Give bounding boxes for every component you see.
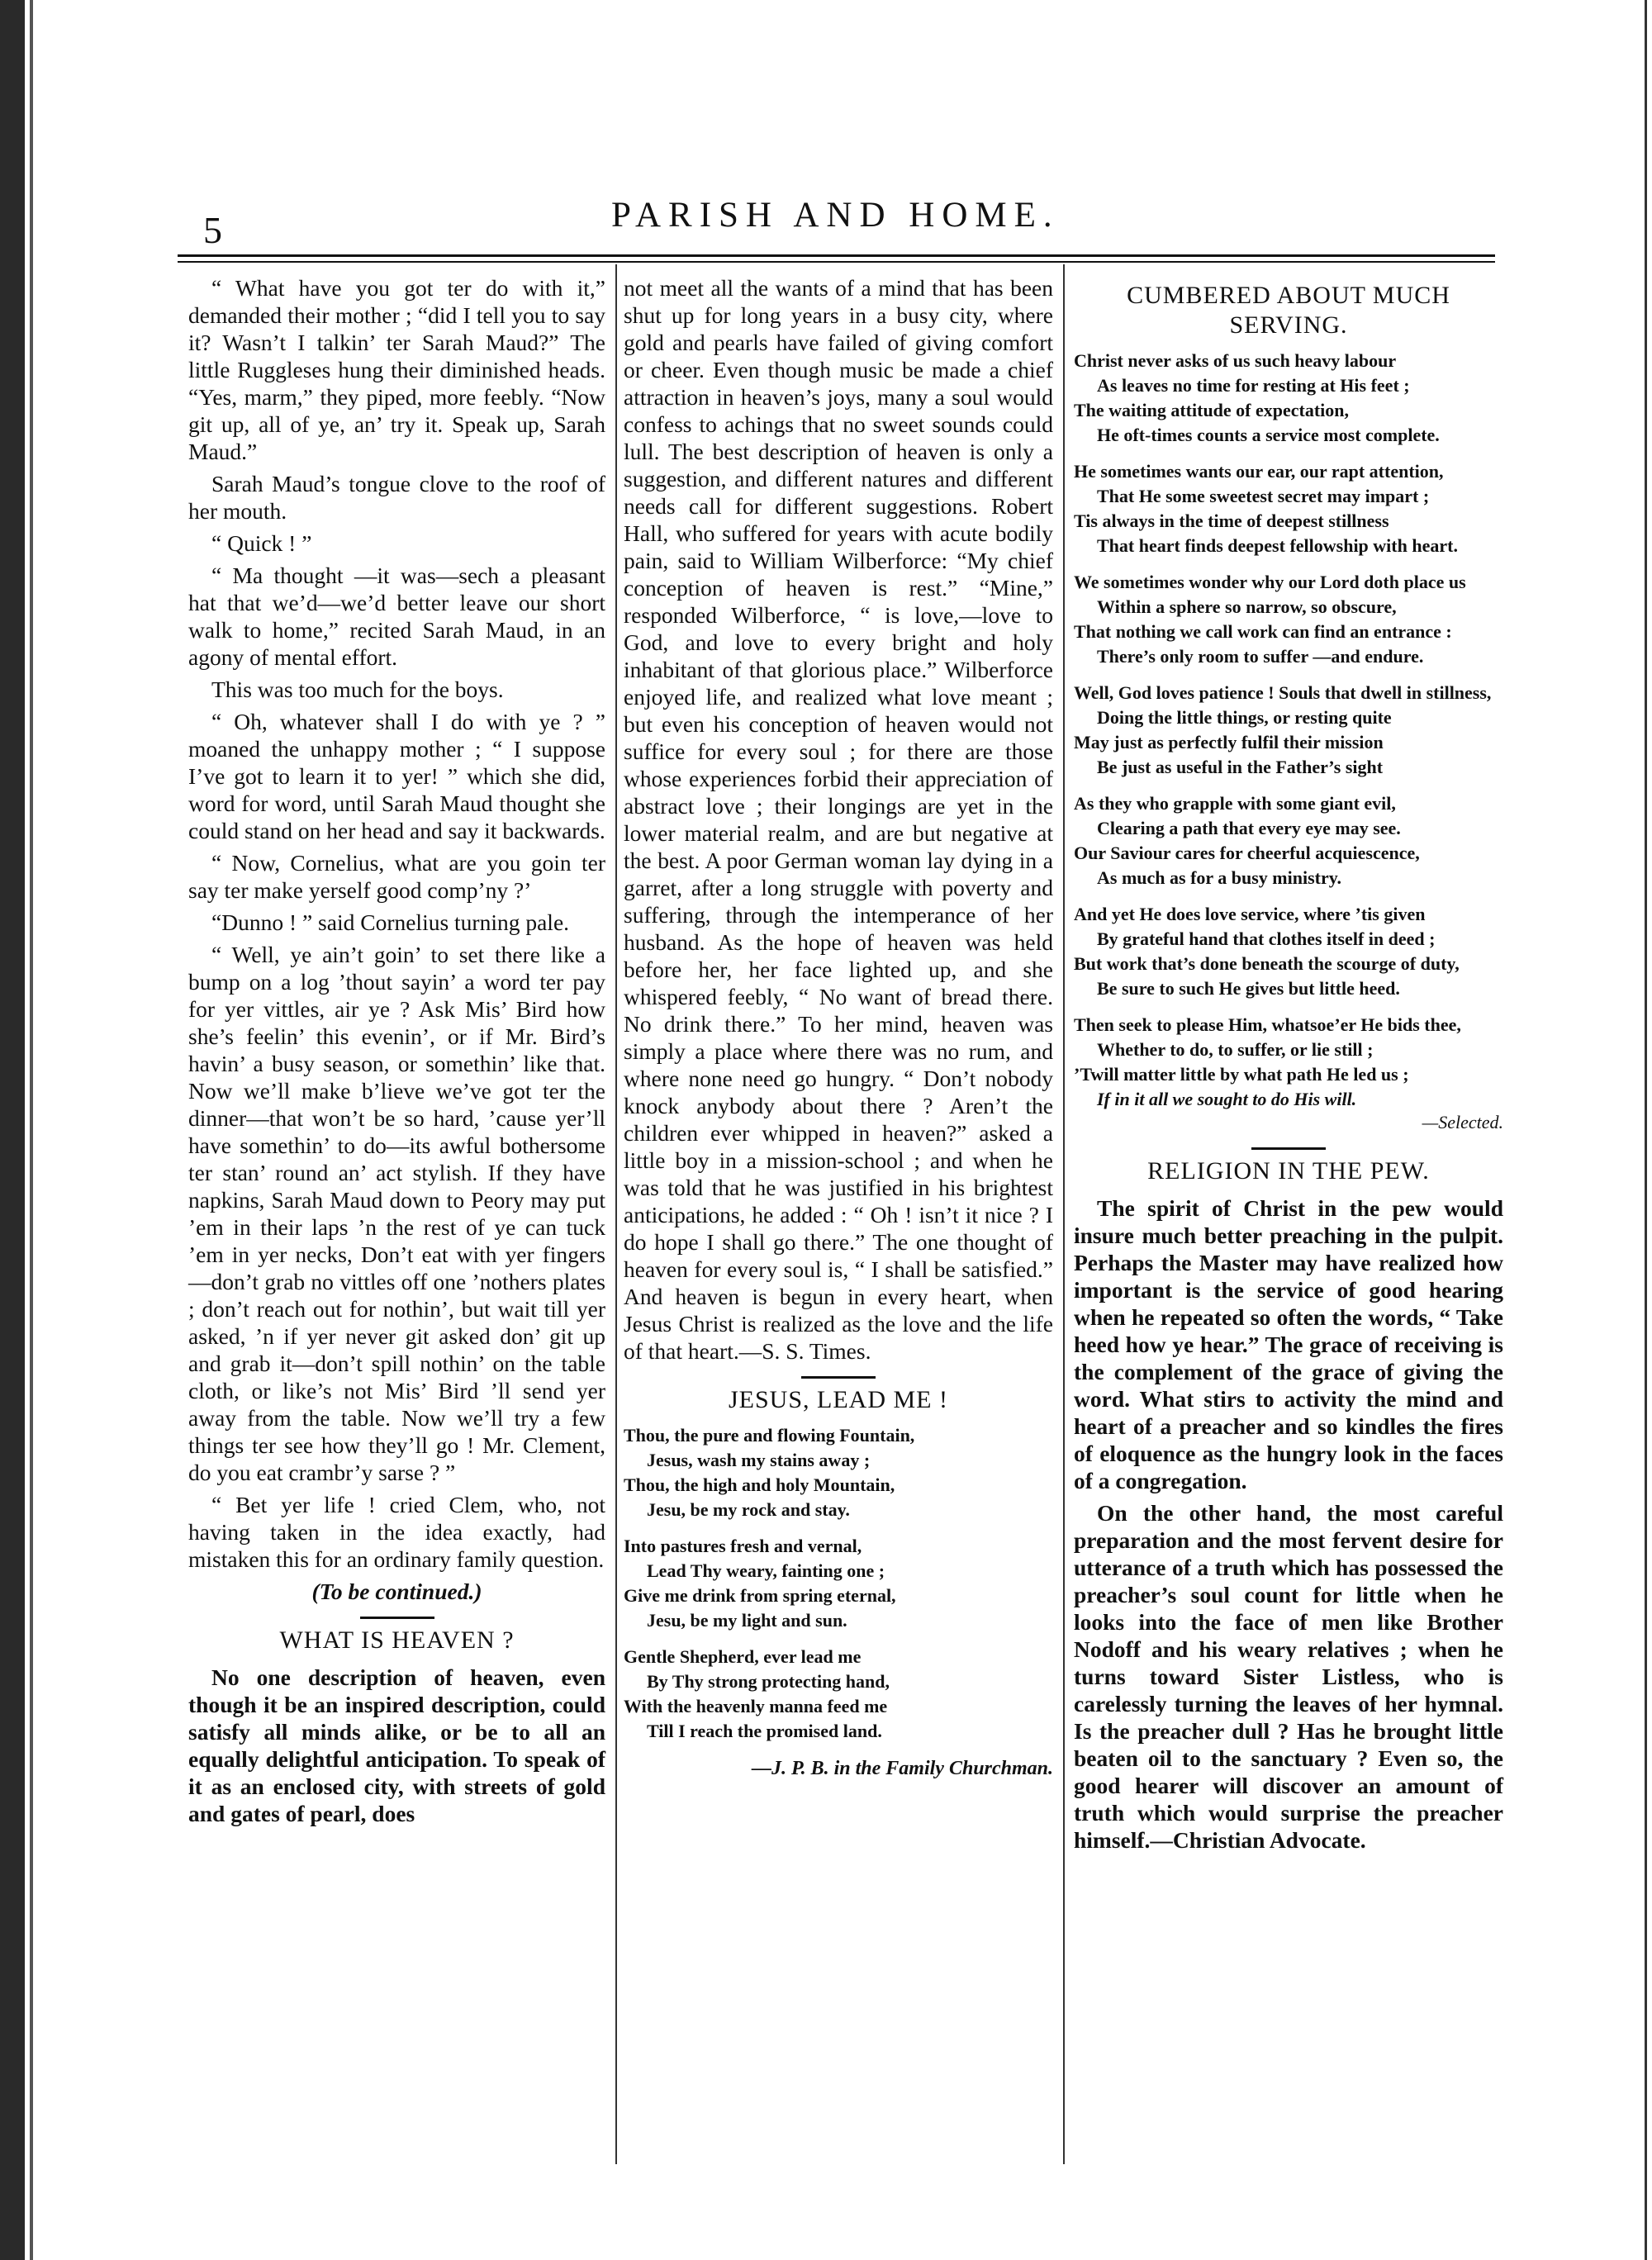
poem-line: We sometimes wonder why our Lord doth place us xyxy=(1074,572,1466,592)
poem-line: Whether to do, to suffer, or lie still ; xyxy=(1097,1039,1374,1060)
poem-line: Clearing a path that every eye may see. xyxy=(1097,818,1401,838)
column-3 xyxy=(1074,274,1503,1859)
article-paragraph: not meet all the wants of a mind that has been shut up for long years in a busy city, where gold and pearls have failed of giving comfort or cheer. Even though music be made a chief attraction in heaven’s joys, many a soul would confess to achings that no sweet sounds could lull. The best description of heaven is only a suggestion, and different natures and different needs call for different suggestions. Robert Hall, who suffered for years with acute bodily pain, said to William Wilberforce: “My chief conception of heaven is rest.” “Mine,” responded Wilberforce, “ is love,—love to God, and love to every bright and holy inhabitant of that glorious place.” Wilberforce enjoyed life, and realized what love meant ; but even his conception of heaven would not suffice for every soul ; for there are those whose experiences forbid their appreciation of abstract love ; their longings are yet in the lower material realm, and are but negative at the best. A poor German woman lay dying in a garret, after a long struggle with poverty and suffering, through the intemperance of her husband. As the hope of heaven was held before her, her face lighted up, and she whispered feebly, “ No want of bread there. No drink there.” To her mind, heaven was simply a place where there was no rum, and where none need go hungry. “ Don’t nobody knock anybody about there ? Aren’t the children ever whipped in heaven?” asked a little boy in a mission-school ; and when he was told that he was justified in his brightest anticipations, he added : “ Oh ! isn’t it nice ? I do hope I shall go there.” The one thought of heaven for every soul is, “ I shall be satisfied.” And heaven is begun in every heart, when Jesus Christ is realized as the love and the life of that heart.—S. S. Times. xyxy=(624,275,1053,1364)
poem-line: There’s only room to suffer —and endure. xyxy=(1097,646,1424,667)
header-rule-secondary xyxy=(178,261,1495,263)
column-1 xyxy=(188,274,605,1832)
poem-heading-cumbered: CUMBERED ABOUT MUCH SERVING. xyxy=(1127,282,1450,339)
story-paragraph: “ Well, ye ain’t goin’ to set there like a bump on a log ’thout sayin’ a word ter pay for yer vittles, air ye ? Ask Mis’ Bird how she’s feelin’ this evenin’, or if Mr. Bird’s havin’ a busy season, or somethin’ like that. Now we’ll make b’lieve we’ve got ter the dinner—that won’t be so hard, ’cause yer’ll have somethin’ to do—its awful bothersome ter stan’ round an’ act stylish. If they have napkins, Sarah Maud down to Peory may put ’em in their laps ’n the rest of ye can tuck ’em in yer necks, Don’t eat with yer fingers—don’t grab no vittles off one ’nothers plates ; don’t reach out for nothin’, but wait till yer asked, ’n if yer never git asked don’ git up and grab it—don’t spill nothin’ on the table cloth, or like’s not Mis’ Bird ’ll send yer away from the table. Now we’ll try a few things ter see how they’ll go ! Mr. Clement, do you eat crambr’y sarse ? ” xyxy=(188,942,605,1485)
page-binding-shadow xyxy=(0,0,25,2260)
page-edge-line xyxy=(1645,0,1647,2260)
poem-stanza xyxy=(624,1534,1053,1633)
poem-line: That He some sweetest secret may impart ; xyxy=(1097,486,1430,506)
story-paragraph: “ Bet yer life ! cried Clem, who, not having taken in the idea exactly, had mistaken this for an ordinary family question. xyxy=(188,1492,605,1572)
poem-line: Christ never asks of us such heavy labour xyxy=(1074,350,1397,371)
section-rule xyxy=(1251,1147,1326,1150)
poem-stanza xyxy=(624,1423,1053,1522)
poem-line: Then seek to please Him, whatsoe’er He bids thee, xyxy=(1074,1014,1461,1035)
poem-line: Jesu, be my rock and stay. xyxy=(647,1499,850,1520)
poem-stanza xyxy=(1074,349,1503,448)
story-paragraph: This was too much for the boys. xyxy=(211,677,504,702)
poem-line: Well, God loves patience ! Souls that dwell in stillness, xyxy=(1074,682,1492,703)
page-binding-line xyxy=(30,0,33,2260)
poem-line: Thou, the high and holy Mountain, xyxy=(624,1474,895,1495)
poem-line: That heart finds deepest fellowship with heart. xyxy=(1097,535,1458,556)
article-paragraph: No one description of heaven, even though it be an inspired description, could satisfy all minds alike, or be to all an equally delightful anticipation. To speak of it as an enclosed city, with streets of gold and gates of pearl, does xyxy=(188,1664,605,1826)
column-2 xyxy=(624,274,1053,1783)
article-paragraph: The spirit of Christ in the pew would insure much better preaching in the pulpit. Perhaps the Master may have realized how important is the service of good hearing when he repeated so often the words, “ Take heed how ye hear.” The grace of receiving is the complement of the grace of giving the word. What stirs to activity the mind and heart of a preacher and so kindles the fires of eloquence as the hungry look in the faces of a congregation. xyxy=(1074,1195,1503,1493)
section-rule xyxy=(360,1617,434,1619)
poem-line: But work that’s done beneath the scourge of duty, xyxy=(1074,953,1460,974)
poem-line: Tis always in the time of deepest stillness xyxy=(1074,510,1389,531)
story-paragraph: Sarah Maud’s tongue clove to the roof of her mouth. xyxy=(188,471,605,524)
poem-stanza xyxy=(1074,1013,1503,1112)
poem-line: Within a sphere so narrow, so obscure, xyxy=(1097,596,1397,617)
story-paragraph: “ Ma thought —it was—sech a pleasant hat that we’d—we’d better leave our short walk to home,” recited Sarah Maud, in an agony of mental effort. xyxy=(188,563,605,670)
poem-line: Be sure to such He gives but little heed. xyxy=(1097,978,1400,999)
section-rule xyxy=(801,1376,876,1379)
story-paragraph: “ What have you got ter do with it,” demanded their mother ; “did I tell you to say it? Wasn’t I talkin’ ter Sarah Maud?” The little Ruggleses hung their diminished heads. “Yes, marm,” they piped, more feebly. “Now git up, all of ye, an’ try it. Speak up, Sarah Maud.” xyxy=(188,275,605,464)
column-divider xyxy=(1063,264,1065,2164)
poem-attribution: —J. P. B. in the Family Churchman. xyxy=(752,1758,1053,1779)
poem-line: Be just as useful in the Father’s sight xyxy=(1097,757,1384,777)
poem-line: Gentle Shepherd, ever lead me xyxy=(624,1646,862,1667)
poem-line: Doing the little things, or resting quite xyxy=(1097,707,1392,728)
poem-stanza xyxy=(1074,902,1503,1001)
poem-line: By grateful hand that clothes itself in deed ; xyxy=(1097,928,1436,949)
poem-line: He sometimes wants our ear, our rapt attention, xyxy=(1074,461,1444,482)
poem-line: With the heavenly manna feed me xyxy=(624,1696,888,1716)
poem-line: May just as perfectly fulfil their mission xyxy=(1074,732,1384,753)
poem-line: As much as for a busy ministry. xyxy=(1097,867,1342,888)
header-rule xyxy=(178,254,1495,257)
poem-line: The waiting attitude of expectation, xyxy=(1074,400,1350,420)
poem-line: As they who grapple with some giant evil, xyxy=(1074,793,1396,814)
poem-line: ’Twill matter little by what path He led us ; xyxy=(1074,1064,1409,1085)
poem-stanza xyxy=(1074,681,1503,780)
poem-line: Into pastures fresh and vernal, xyxy=(624,1536,862,1556)
story-paragraph: “Dunno ! ” said Cornelius turning pale. xyxy=(211,909,570,935)
poem-line: Lead Thy weary, fainting one ; xyxy=(647,1560,885,1581)
article-heading-what-is-heaven: WHAT IS HEAVEN ? xyxy=(279,1626,515,1654)
poem-line: Jesu, be my light and sun. xyxy=(647,1610,847,1631)
story-paragraph: “ Now, Cornelius, what are you goin ter say ter make yerself good comp’ny ?’ xyxy=(188,850,605,903)
poem-line: Till I reach the promised land. xyxy=(647,1721,882,1741)
page-number: 5 xyxy=(203,209,222,251)
poem-line: That nothing we call work can find an entrance : xyxy=(1074,621,1452,642)
poem-line: If in it all we sought to do His will. xyxy=(1097,1089,1357,1109)
article-heading-religion-in-the-pew: RELIGION IN THE PEW. xyxy=(1147,1157,1430,1185)
column-divider xyxy=(615,264,617,2164)
poem-stanza xyxy=(1074,459,1503,558)
poem-heading-jesus-lead-me: JESUS, LEAD ME ! xyxy=(728,1386,948,1413)
story-paragraph: “ Oh, whatever shall I do with ye ? ” moaned the unhappy mother ; “ I suppose I’ve got to learn it to yer! ” which she did, word for word, until Sarah Maud thought she could stand on her head and say it backwards. xyxy=(188,709,605,843)
poem-line: Jesus, wash my stains away ; xyxy=(647,1450,871,1470)
poem-line: He oft-times counts a service most complete. xyxy=(1097,425,1440,445)
poem-line: Thou, the pure and flowing Fountain, xyxy=(624,1425,915,1446)
running-head: PARISH AND HOME. xyxy=(611,196,1060,235)
poem-line: Our Saviour cares for cheerful acquiescence, xyxy=(1074,843,1420,863)
poem-line: Give me drink from spring eternal, xyxy=(624,1585,896,1606)
poem-stanza xyxy=(1074,791,1503,890)
poem-line: By Thy strong protecting hand, xyxy=(647,1671,890,1692)
story-paragraph: “ Quick ! ” xyxy=(211,530,312,556)
poem-stanza xyxy=(624,1645,1053,1744)
article-paragraph: On the other hand, the most careful preparation and the most fervent desire for utterance of a truth which has possessed the preacher’s soul count for little when he looks into the face of men like Brother Nodoff and his weary relatives ; when he turns toward Sister Listless, who is carelessly turning the leaves of her hymnal. Is the preacher dull ? Has he brought little beaten oil to the sanctuary ? Even so, the good hearer will discover an amount of truth which would surprise the preacher himself.—Christian Advocate. xyxy=(1074,1500,1503,1853)
continued-note: (To be continued.) xyxy=(311,1579,482,1604)
poem-attribution: —Selected. xyxy=(1422,1112,1503,1132)
poem-line: As leaves no time for resting at His feet ; xyxy=(1097,375,1410,396)
poem-line: And yet He does love service, where ’tis given xyxy=(1074,904,1426,924)
poem-stanza xyxy=(1074,570,1503,669)
